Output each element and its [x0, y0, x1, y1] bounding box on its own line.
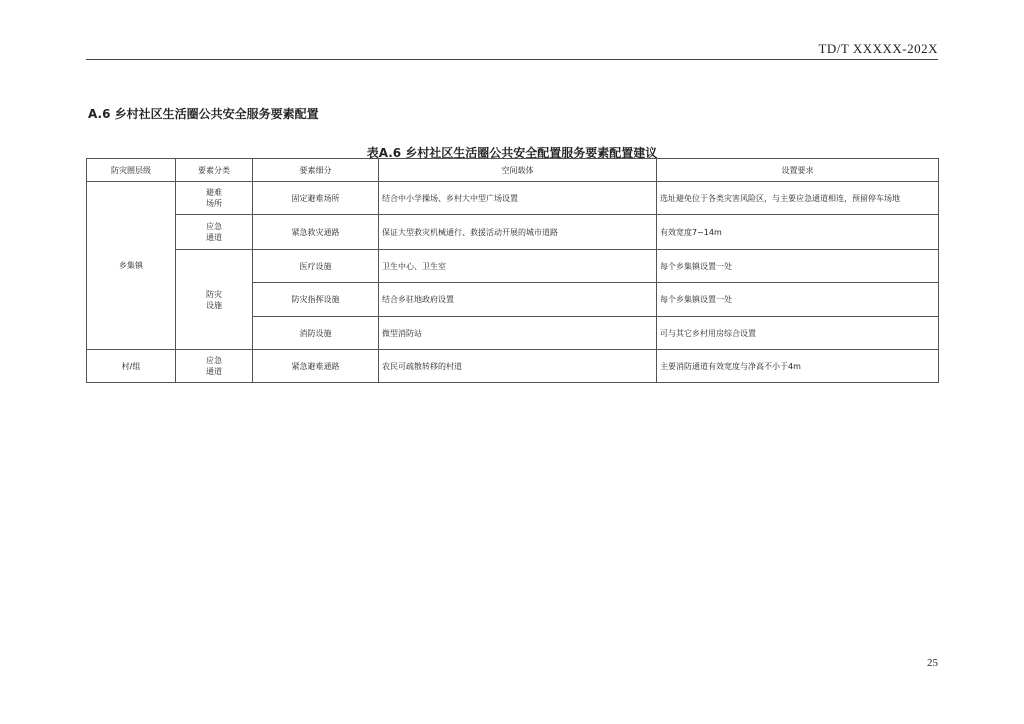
table-row: [87, 250, 939, 283]
carrier-cell: 微型消防站: [379, 317, 657, 350]
column-header-requirement: 设置要求: [657, 159, 939, 182]
carrier-cell: 卫生中心、卫生室: [379, 250, 657, 283]
level-cell: 村/组: [87, 350, 176, 383]
requirement-cell: 可与其它乡村用房综合设置: [657, 317, 939, 350]
requirement-cell: 有效宽度7~14m: [657, 215, 939, 250]
table-row: [87, 182, 939, 215]
category-cell: 应急 通道: [176, 350, 253, 383]
column-header-subcategory: 要素细分: [253, 159, 379, 182]
column-header-category: 要素分类: [176, 159, 253, 182]
subcategory-cell: 固定避难场所: [253, 182, 379, 215]
column-header-carrier: 空间载体: [379, 159, 657, 182]
section-heading: A.6 乡村社区生活圈公共安全服务要素配置: [88, 107, 319, 121]
carrier-cell: 结合乡驻地政府设置: [379, 283, 657, 317]
table-caption: 表A.6 乡村社区生活圈公共安全配置服务要素配置建议: [366, 146, 658, 160]
category-cell: 应急 通道: [176, 215, 253, 250]
category-cell: 避难 场所: [176, 182, 253, 215]
header-divider: [86, 59, 938, 60]
table-header-row: [87, 159, 939, 182]
column-header-level: 防灾圈层级: [87, 159, 176, 182]
requirement-cell: 每个乡集镇设置一处: [657, 250, 939, 283]
requirement-cell: 主要消防通道有效宽度与净高不小于4m: [657, 350, 939, 383]
document-code: TD/T XXXXX-202X: [818, 41, 938, 56]
requirements-table: [86, 158, 939, 383]
carrier-cell: 农民可疏散转移的村道: [379, 350, 657, 383]
requirement-cell: 选址避免位于各类灾害风险区，与主要应急通道相连，预留停车场地: [657, 182, 939, 215]
table-row: [87, 215, 939, 250]
carrier-cell: 保证大型救灾机械通行、救援活动开展的城市道路: [379, 215, 657, 250]
subcategory-cell: 消防设施: [253, 317, 379, 350]
table-row: [87, 350, 939, 383]
subcategory-cell: 紧急救灾通路: [253, 215, 379, 250]
carrier-cell: 结合中小学操场、乡村大中型广场设置: [379, 182, 657, 215]
subcategory-cell: 防灾指挥设施: [253, 283, 379, 317]
subcategory-cell: 紧急避难通路: [253, 350, 379, 383]
page-number: 25: [927, 657, 938, 669]
requirement-cell: 每个乡集镇设置一处: [657, 283, 939, 317]
level-cell: 乡集镇: [87, 182, 176, 350]
subcategory-cell: 医疗设施: [253, 250, 379, 283]
category-cell: 防灾 设施: [176, 250, 253, 350]
